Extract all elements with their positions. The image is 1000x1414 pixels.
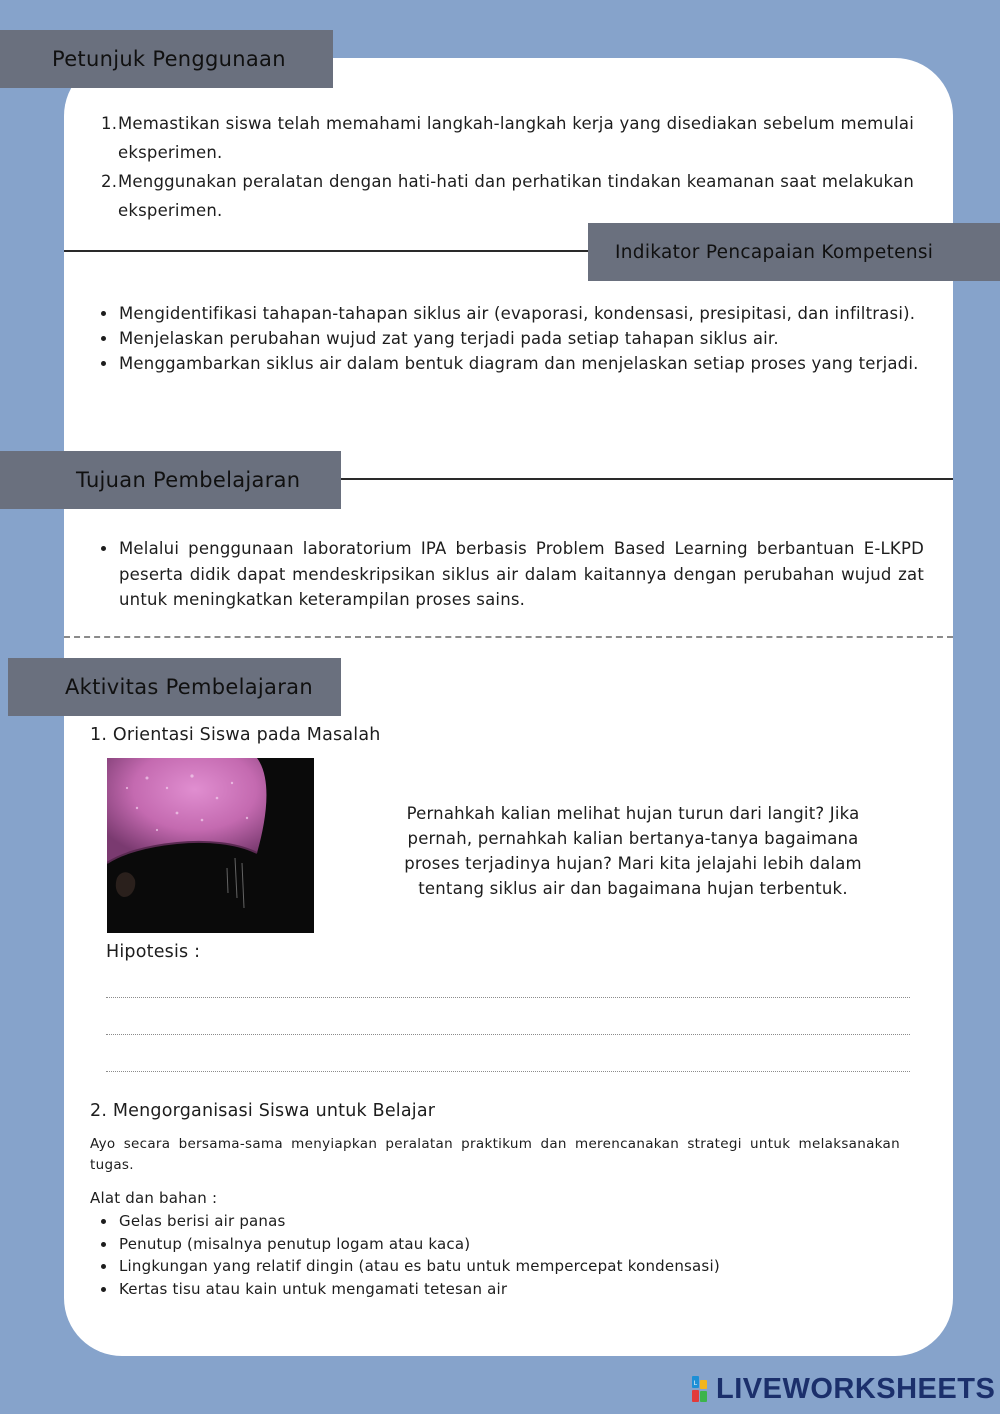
section-title-aktivitas: Aktivitas Pembelajaran (65, 675, 313, 699)
list-item: Menggambarkan siklus air dalam bentuk diagram dan menjelaskan setiap proses yang terjadi. (97, 351, 924, 376)
brand-name: LIVEWORKSHEETS (716, 1372, 996, 1405)
list-item: 1. Memastikan siswa telah memahami langkah-langkah kerja yang disediakan sebelum memulai eksperimen. (101, 114, 914, 162)
section-tag-petunjuk (0, 30, 333, 88)
hipotesis-answer-line[interactable] (106, 1034, 910, 1035)
hipotesis-label: Hipotesis : (106, 942, 201, 962)
list-item: Gelas berisi air panas (97, 1210, 897, 1233)
list-item: Penutup (misalnya penutup logam atau kaca) (97, 1233, 897, 1256)
section-tag-indikator (588, 223, 1000, 281)
alat-label: Alat dan bahan : (90, 1189, 218, 1207)
liveworksheets-logo (692, 1372, 995, 1406)
step2-title: 2. Mengorganisasi Siswa untuk Belajar (90, 1101, 436, 1121)
section-tag-tujuan (0, 451, 341, 509)
list-item: Menjelaskan perubahan wujud zat yang terjadi pada setiap tahapan siklus air. (97, 326, 924, 351)
liveworksheets-icon (692, 1376, 716, 1402)
divider-line (341, 478, 953, 480)
divider-line (64, 250, 594, 252)
logo-letter: L (693, 1380, 698, 1387)
section-title-petunjuk: Petunjuk Penggunaan (52, 47, 286, 71)
step1-title: 1. Orientasi Siswa pada Masalah (90, 725, 381, 745)
list-item: Melalui penggunaan laboratorium IPA berbasis Problem Based Learning berbantuan E-LKPD peserta didik dapat mendeskripsikan siklus air dalam kaitannya dengan perubahan wujud zat untuk meningkatkan keterampilan proses sains. (97, 536, 924, 613)
section-title-indikator: Indikator Pencapaian Kompetensi (615, 241, 934, 263)
tujuan-list (97, 536, 924, 613)
umbrella-image (107, 758, 314, 933)
section-tag-aktivitas (8, 658, 341, 716)
list-item: Kertas tisu atau kain untuk mengamati tetesan air (97, 1278, 897, 1301)
hipotesis-answer-line[interactable] (106, 1071, 910, 1072)
alat-list (97, 1210, 897, 1300)
list-item: Lingkungan yang relatif dingin (atau es batu untuk mempercepat kondensasi) (97, 1255, 897, 1278)
indikator-list (97, 301, 924, 376)
problem-caption: Pernahkah kalian melihat hujan turun dari langit? Jika pernah, pernahkah kalian bertanya-tanya bagaimana proses terjadinya hujan? Mari kita jelajahi lebih dalam tentang siklus air dan bagaimana hujan terbentuk. (404, 804, 862, 898)
hipotesis-answer-line[interactable] (106, 997, 910, 998)
petunjuk-list (101, 109, 914, 225)
list-item: Mengidentifikasi tahapan-tahapan siklus air (evaporasi, kondensasi, presipitasi, dan infiltrasi). (97, 301, 924, 326)
dashed-divider (64, 636, 953, 638)
section-title-tujuan: Tujuan Pembelajaran (76, 468, 301, 492)
step2-paragraph: Ayo secara bersama-sama menyiapkan peralatan praktikum dan merencanakan strategi untuk melaksanakan tugas. (90, 1136, 900, 1173)
umbrella-photo (107, 758, 314, 933)
list-item: 2. Menggunakan peralatan dengan hati-hati dan perhatikan tindakan keamanan saat melakukan eksperimen. (101, 172, 914, 220)
